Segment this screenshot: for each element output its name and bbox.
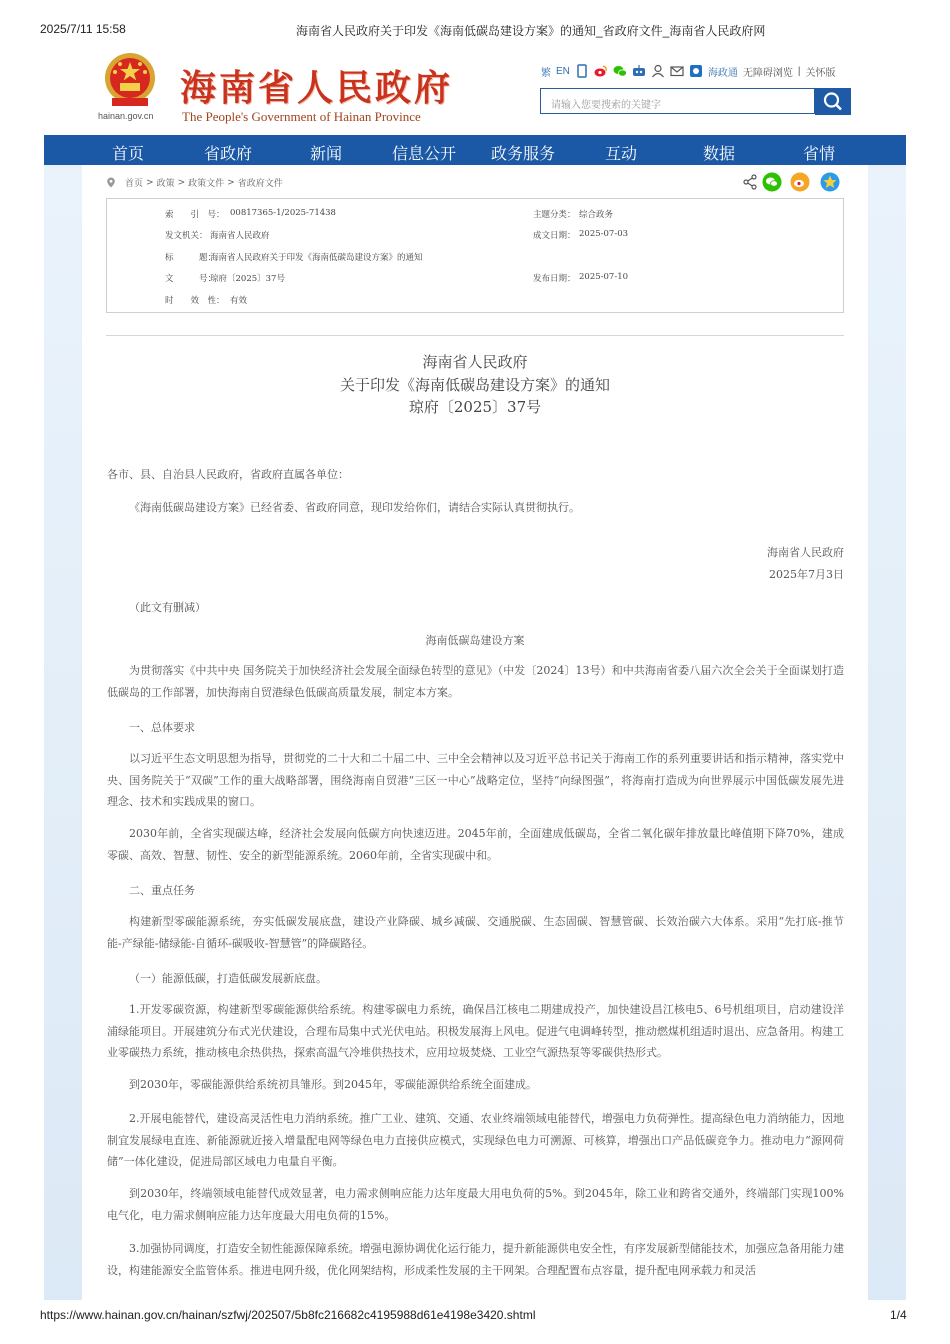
traditional-chinese-link[interactable]: 繁 (541, 67, 551, 79)
haizhengtong-icon[interactable] (689, 64, 703, 78)
doc-addressee: 各市、县、自治县人民政府，省政府直属各单位： (107, 468, 349, 481)
print-page-number: 1/4 (890, 1308, 907, 1322)
search-placeholder: 请输入您要搜索的关键字 (551, 100, 661, 111)
doc-number: 琼府〔2025〕37号 (408, 398, 542, 416)
meta-docno-label: 文 号： (165, 274, 217, 284)
left-side-background (44, 165, 82, 1300)
paragraph-task-2-target: 到2030年，终端领域电能替代成效显著，电力需求侧响应能力达年度最大用电负荷的5%。到2045年，除工业和跨省交通外，终端部门实现100%电气化，电力需求侧响应能力达年度最大用电负荷的15%。 (107, 1187, 844, 1222)
meta-issuer-label: 发文机关： (165, 231, 208, 241)
meta-date-value: 2025-07-03 (579, 229, 629, 239)
logo-domain: hainan.gov.cn (98, 111, 154, 121)
breadcrumb-provincial-documents[interactable]: 省政府文件 (237, 179, 283, 189)
wechat-icon[interactable] (613, 64, 627, 78)
section-heading-1: 一、总体要求 (129, 721, 195, 734)
subsection-heading-1: （一）能源低碳，打造低碳发展新底盘。 (129, 972, 327, 985)
paragraph-task-3: 3.加强协同调度，打造安全韧性能源保障系统。增强电源协调优化运行能力，提升新能源供电安全性，有序发展新型储能技术，加强应急备用能力建设，构建能源安全监管体系。推进电网升级，优化网架结构，形成柔性发展的主干网架。合理配置布点容量，提升配电网承载力和灵活 (107, 1242, 844, 1277)
app-icon[interactable] (632, 64, 646, 78)
section-heading-2: 二、重点任务 (129, 884, 195, 897)
paragraph-key-tasks: 构建新型零碳能源系统，夯实低碳发展底盘，建设产业降碳、城乡减碳、交通脱碳、生态固碳、智慧管碳、长效治碳六大体系。采用“先打底-推节能-产绿能-储绿能-自循环-碳吸收-智慧管”的降碳路径。 (107, 915, 844, 950)
meta-index-value: 00817365-1/2025-71438 (230, 208, 336, 218)
logo-title[interactable]: 海南省人民政府 (180, 68, 454, 109)
doc-sign-date: 2025年7月3日 (769, 568, 844, 581)
divider (106, 335, 844, 336)
nav-information-disclosure[interactable]: 信息公开 (392, 144, 457, 163)
wechat-share-icon[interactable] (762, 172, 782, 192)
breadcrumb-separator: > (177, 177, 186, 188)
paragraph-task-2: 2.开展电能替代，建设高灵活性电力消纳系统。推广工业、建筑、交通、农业终端领域电能替代，增强电力负荷弹性。提高绿色电力消纳能力，因地制宜发展绿电直连、新能源就近接入增量配电网等绿色电力直接供应模式，实现绿色电力可溯源、可核算，增强出口产品低碳竞争力。推动电力“源网荷储”一体化建设，促进局部区域电力电量自平衡。 (107, 1112, 844, 1168)
breadcrumb-policy-documents[interactable]: 政策文件 (188, 179, 225, 189)
weibo-share-icon[interactable] (790, 172, 810, 192)
weibo-icon[interactable] (594, 64, 608, 78)
accessibility-link[interactable]: 无障碍浏览 (742, 67, 793, 79)
nav-news[interactable]: 新闻 (310, 144, 343, 163)
english-link[interactable]: EN (556, 65, 570, 77)
doc-intro: 《海南低碳岛建设方案》已经省委、省政府同意，现印发给你们，请结合实际认真贯彻执行。 (129, 501, 580, 514)
breadcrumb-policy[interactable]: 政策 (156, 179, 175, 189)
nav-interaction[interactable]: 互动 (605, 144, 638, 163)
print-page-title: 海南省人民政府关于印发《海南低碳岛建设方案》的通知_省政府文件_海南省人民政府网 (296, 24, 766, 38)
meta-docno-value: 琼府〔2025〕37号 (210, 274, 285, 284)
paragraph-targets: 2030年前，全省实现碳达峰，经济社会发展向低碳方向快速迈进。2045年前，全面建成低碳岛，全省二氧化碳年排放量比峰值期下降70%，建成零碳、高效、智慧、韧性、安全的新型能源系统。2060年前，全省实现碳中和。 (107, 827, 844, 862)
paragraph-preamble: 为贯彻落实《中共中央 国务院关于加快经济社会发展全面绿色转型的意见》（中发〔2024〕13号）和中共海南省委八届六次全会关于全面谋划打造低碳岛的工作部署，加快海南自贸港绿色低碳高质量发展，制定本方案。 (107, 664, 844, 699)
doc-title-main: 关于印发《海南低碳岛建设方案》的通知 (339, 376, 610, 394)
mobile-icon[interactable] (575, 64, 589, 78)
breadcrumb (106, 176, 283, 189)
meta-issuer-value: 海南省人民政府 (210, 231, 270, 241)
doc-sign-org: 海南省人民政府 (767, 546, 844, 559)
nav-province-overview[interactable]: 省情 (803, 144, 836, 163)
paragraph-general-requirements: 以习近平生态文明思想为指导，贯彻党的二十大和二十届二中、三中全会精神以及习近平总书记关于海南工作的系列重要讲话和指示精神，落实党中央、国务院关于“双碳”工作的重大战略部署，围绕海南自贸港“三区一中心”战略定位，坚持“向绿图强”，将海南打造成为向世界展示中国低碳发展先进理念、技术和实践成果的窗口。 (107, 752, 844, 808)
meta-index-label: 索 引 号： (165, 210, 225, 220)
user-icon[interactable] (651, 64, 665, 78)
location-pin-icon (106, 177, 116, 188)
meta-topic-label: 主题分类： (533, 210, 576, 220)
share-icon[interactable] (740, 172, 760, 192)
haizhengtong-link[interactable]: 海政通 (707, 67, 738, 79)
search-button[interactable] (815, 88, 851, 115)
meta-validity-value: 有效 (230, 296, 248, 306)
top-toolbar (541, 62, 836, 80)
search-input[interactable] (540, 88, 815, 114)
meta-date-label: 成文日期： (533, 231, 576, 241)
logo-subtitle: The People's Government of Hainan Province (182, 109, 421, 124)
paragraph-task-1: 1.开发零碳资源，构建新型零碳能源供给系统。构建零碳电力系统，确保昌江核电二期建成投产，加快建设昌江核电5、6号机组项目，启动建设洋浦绿能项目。开展建筑分布式光伏建设，合理布局集中式光伏电站。积极发展海上风电。促进气电调峰转型，推动燃煤机组适时退出、应急备用。构建工业零碳热力系统，推动核电余热供热，探索高温气冷堆供热技术，应用垃圾焚烧、工业空气源热泵等零碳供热形式。 (107, 1003, 844, 1059)
meta-pub-label: 发布日期： (533, 274, 576, 284)
plan-title: 海南低碳岛建设方案 (425, 634, 525, 647)
breadcrumb-home[interactable]: 首页 (125, 179, 144, 189)
qzone-share-icon[interactable] (820, 172, 840, 192)
print-datetime: 2025/7/11 15:58 (40, 22, 126, 36)
toolbar-separator: | (797, 65, 801, 77)
nav-provincial-government[interactable]: 省政府 (204, 144, 253, 163)
nav-government-services[interactable]: 政务服务 (491, 144, 556, 163)
breadcrumb-separator: > (227, 177, 235, 188)
meta-pub-value: 2025-07-10 (579, 272, 629, 282)
paragraph-task-1-target: 到2030年，零碳能源供给系统初具雏形。到2045年，零碳能源供给系统全面建成。 (129, 1078, 537, 1091)
doc-note: （此文有删减） (129, 601, 206, 614)
meta-validity-label: 时 效 性： (165, 296, 225, 306)
care-mode-link[interactable]: 关怀版 (805, 67, 836, 79)
breadcrumb-separator: > (146, 177, 154, 188)
print-url: https://www.hainan.gov.cn/hainan/szfwj/202507/5b8fc216682c4195988d61e4198e3420.shtml (40, 1308, 536, 1322)
doc-title-issuer: 海南省人民政府 (422, 353, 528, 371)
meta-title-label: 标 题： (165, 253, 217, 263)
search-icon (815, 88, 851, 115)
main-nav (44, 135, 906, 165)
mail-icon[interactable] (670, 64, 684, 78)
national-emblem-icon (100, 52, 160, 110)
nav-data[interactable]: 数据 (703, 144, 736, 163)
meta-topic-value: 综合政务 (579, 210, 614, 220)
nav-home[interactable]: 首页 (112, 144, 145, 163)
meta-title-value: 海南省人民政府关于印发《海南低碳岛建设方案》的通知 (210, 253, 423, 263)
right-side-background (868, 165, 906, 1300)
